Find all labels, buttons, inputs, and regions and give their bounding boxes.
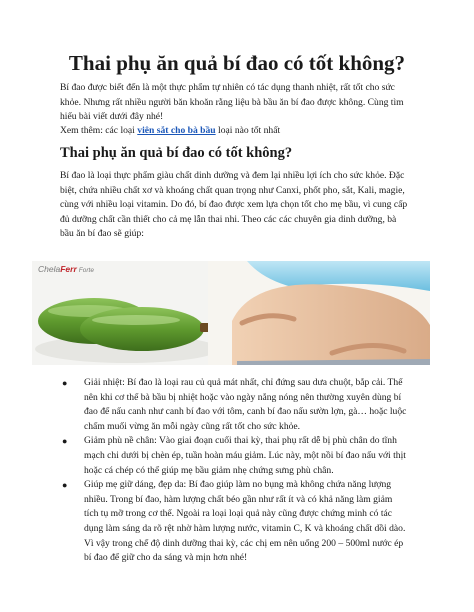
see-also-prefix: Xem thêm: các loại (60, 125, 138, 136)
bullet-line: nên khi cơ thể bà bầu bị nhiệt hoặc vào ngày nắng nóng nên thường xuyên dùng bí (84, 391, 402, 403)
intro-line: hiểu bài viết dưới đây nhé! (60, 111, 164, 123)
bullet-icon: ● (62, 378, 68, 388)
section-line: Bí đao là loại thực phẩm giàu chất dinh dưỡng và đem lại nhiều lợi ích cho sức khỏe. Đặc (60, 170, 405, 181)
bullet-line: Giải nhiệt: Bí đao là loại rau củ quả mát nhất, chỉ đứng sau dưa chuột, bắp cải. Thể (84, 377, 403, 388)
brand-part3: Forte (78, 267, 94, 274)
section-line: cùng với nhiều loại vitamin. Do đó, bí đao được xem lựa chọn tốt cho mẹ bầu, vì cung cấp (60, 199, 408, 211)
see-also-suffix: loại nào tốt nhất (215, 125, 281, 136)
iron-supplement-link[interactable]: viên sắt cho bà bầu (137, 125, 216, 136)
intro-line: Bí đao được biết đến là một thực phẩm tự nhiên có tác dụng thanh nhiệt, rất tốt cho sức (60, 82, 395, 93)
intro-paragraph (60, 81, 432, 125)
intro-line: khỏe. Nhưng rất nhiều người băn khoăn rằng liệu bà bầu ăn bí đao được không. Cùng tìm (60, 96, 404, 108)
bullet-icon: ● (62, 480, 68, 491)
bullet-line: Giúp mẹ giữ dáng, đẹp da: Bí đao giúp làm no bụng mà không chứa năng lượng (84, 479, 392, 491)
list-item (58, 376, 438, 434)
bullet-line: chấm muối vừng ăn mỗi ngày cũng rất tốt cho sức khỏe. (84, 420, 301, 432)
bullet-line: Giảm phù nề chân: Vào giai đoạn cuối thai kỳ, thai phụ rất dễ bị phù chân do tĩnh (84, 435, 397, 447)
article-image (32, 261, 430, 365)
section-paragraph (60, 169, 432, 242)
bullet-line: dụng làm sáng da rõ rệt nhờ hàm lượng nước, vitamin C, K và khoáng chất dồi dào. (84, 522, 406, 534)
bullet-line: đao để nấu canh như canh bí đao với tôm, canh bí đao nấu sườn lợn, gà… hoặc luộc (84, 406, 407, 418)
list-item (58, 434, 438, 478)
bullet-line: mạch chi dưới bị chèn ép, tuần hoàn máu giảm. Lúc này, một nồi bí đao nấu với thịt (84, 449, 406, 461)
section-line: biệt, chứa nhiều chất xơ và khoáng chất quan trọng như Canxi, phốt pho, sắt, Kali, magie, (60, 184, 405, 196)
bullet-line: bí đao để giữ cho da sáng và mịn hơn nhé! (84, 552, 248, 564)
see-also-line (60, 124, 432, 139)
bullet-line: Vì vậy trong chế độ dinh dưỡng thai kỳ, các chị em nên uống 200 – 500ml nước ép (84, 537, 404, 549)
page-title: Thai phụ ăn quả bí đao có tốt không? (68, 51, 406, 75)
section-line: bầu ăn bí đao sẽ giúp: (60, 228, 144, 240)
benefits-list (58, 376, 438, 566)
list-item (58, 478, 438, 566)
section-line: đủ dưỡng chất cần thiết cho cả mẹ lẫn thai nhi. Theo các các chuyên gia dinh dưỡng, bà (60, 213, 397, 225)
bullet-line: hoặc cá chép có thể giúp mẹ bầu giảm nhẹ chứng sưng phù chân. (84, 464, 334, 476)
winter-melon-pregnancy-illustration (32, 261, 430, 365)
bullet-line: tích tụ mỡ trong cơ thể. Ngoài ra loại loại quả này cũng được chứng minh có tác (84, 508, 393, 520)
brand-watermark (38, 264, 94, 274)
brand-part2: Ferr (60, 264, 77, 274)
section-heading: Thai phụ ăn quả bí đao có tốt không? (60, 145, 293, 161)
bullet-icon: ● (62, 436, 68, 447)
bullet-line: nhiều. Trong bí đao, hàm lượng chất béo gần như rất ít và có khả năng làm giảm (84, 493, 393, 505)
brand-part1: Chela (38, 264, 61, 274)
